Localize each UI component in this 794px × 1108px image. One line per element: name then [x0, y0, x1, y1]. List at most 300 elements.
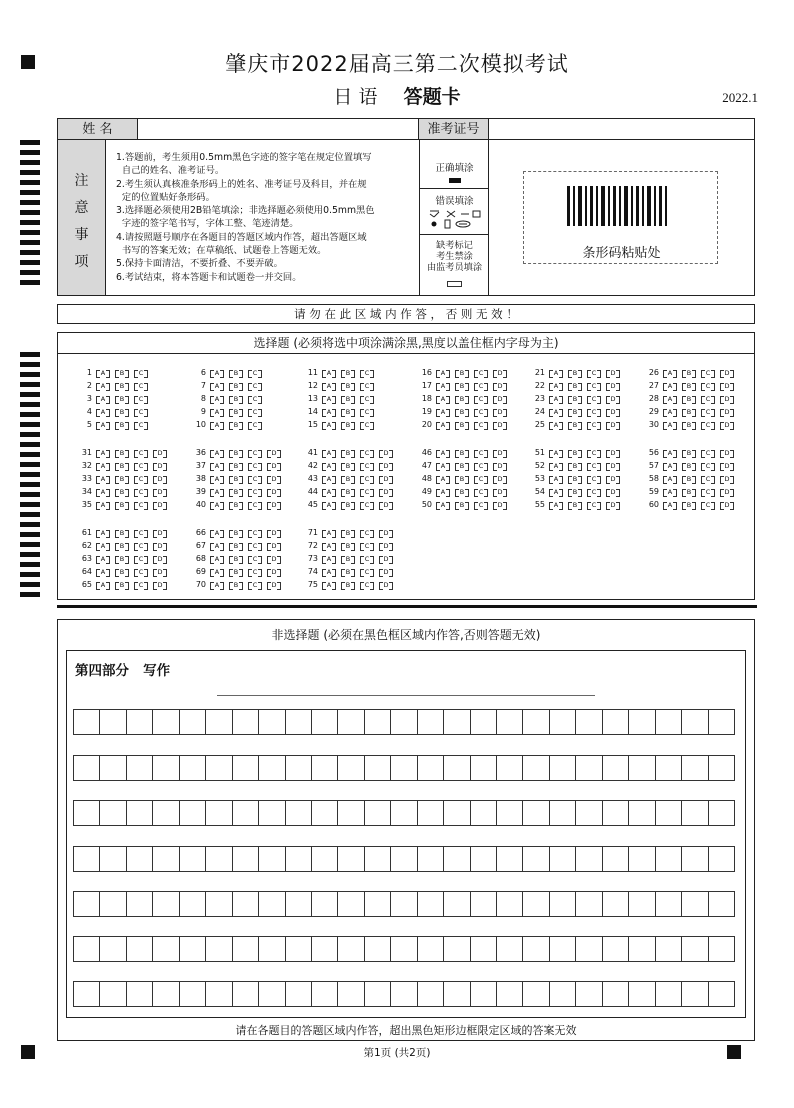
option-bubble-d[interactable]: D	[153, 569, 167, 576]
option-bubble-a[interactable]: A	[436, 489, 450, 496]
option-bubble-b[interactable]: B	[682, 370, 696, 377]
option-bubble-b[interactable]: B	[115, 502, 129, 509]
option-bubble-c[interactable]: C	[587, 489, 601, 496]
writing-cell[interactable]	[471, 847, 497, 871]
option-bubble-a[interactable]: A	[210, 396, 224, 403]
option-bubble-c[interactable]: C	[360, 463, 374, 470]
writing-cell[interactable]	[365, 756, 391, 780]
writing-cell[interactable]	[180, 892, 206, 916]
option-bubble-d[interactable]: D	[267, 530, 281, 537]
option-bubble-c[interactable]: C	[134, 463, 148, 470]
option-bubble-a[interactable]: A	[322, 370, 336, 377]
option-bubble-c[interactable]: C	[474, 463, 488, 470]
writing-cell[interactable]	[682, 937, 708, 961]
option-bubble-a[interactable]: A	[663, 370, 677, 377]
option-bubble-d[interactable]: D	[153, 463, 167, 470]
writing-cell[interactable]	[233, 892, 259, 916]
option-bubble-b[interactable]: B	[568, 383, 582, 390]
writing-cell[interactable]	[74, 937, 100, 961]
writing-cell[interactable]	[497, 710, 523, 734]
writing-cell[interactable]	[365, 982, 391, 1006]
option-bubble-b[interactable]: B	[568, 422, 582, 429]
option-bubble-a[interactable]: A	[210, 422, 224, 429]
option-bubble-c[interactable]: C	[474, 422, 488, 429]
writing-cell[interactable]	[709, 847, 734, 871]
option-bubble-c[interactable]: C	[360, 530, 374, 537]
option-bubble-b[interactable]: B	[568, 450, 582, 457]
option-bubble-d[interactable]: D	[153, 489, 167, 496]
option-bubble-c[interactable]: C	[474, 489, 488, 496]
writing-cell[interactable]	[312, 801, 338, 825]
writing-cell[interactable]	[576, 801, 602, 825]
option-bubble-a[interactable]: A	[322, 502, 336, 509]
option-bubble-d[interactable]: D	[379, 463, 393, 470]
writing-cell[interactable]	[338, 710, 364, 734]
option-bubble-b[interactable]: B	[341, 370, 355, 377]
option-bubble-d[interactable]: D	[267, 476, 281, 483]
option-bubble-c[interactable]: C	[248, 530, 262, 537]
option-bubble-b[interactable]: B	[341, 582, 355, 589]
option-bubble-c[interactable]: C	[587, 463, 601, 470]
option-bubble-b[interactable]: B	[229, 502, 243, 509]
option-bubble-c[interactable]: C	[701, 383, 715, 390]
option-bubble-b[interactable]: B	[341, 502, 355, 509]
option-bubble-b[interactable]: B	[455, 450, 469, 457]
option-bubble-b[interactable]: B	[229, 543, 243, 550]
option-bubble-d[interactable]: D	[267, 450, 281, 457]
option-bubble-c[interactable]: C	[248, 569, 262, 576]
writing-cell[interactable]	[100, 756, 126, 780]
option-bubble-d[interactable]: D	[493, 396, 507, 403]
option-bubble-d[interactable]: D	[153, 502, 167, 509]
option-bubble-d[interactable]: D	[153, 556, 167, 563]
option-bubble-d[interactable]: D	[379, 489, 393, 496]
option-bubble-d[interactable]: D	[379, 530, 393, 537]
option-bubble-d[interactable]: D	[606, 383, 620, 390]
option-bubble-a[interactable]: A	[549, 476, 563, 483]
option-bubble-b[interactable]: B	[229, 450, 243, 457]
option-bubble-d[interactable]: D	[267, 489, 281, 496]
writing-cell[interactable]	[206, 801, 232, 825]
option-bubble-a[interactable]: A	[436, 463, 450, 470]
option-bubble-a[interactable]: A	[210, 582, 224, 589]
option-bubble-a[interactable]: A	[96, 463, 110, 470]
writing-cell[interactable]	[206, 892, 232, 916]
option-bubble-c[interactable]: C	[248, 463, 262, 470]
option-bubble-b[interactable]: B	[341, 569, 355, 576]
writing-cell[interactable]	[259, 937, 285, 961]
writing-cell[interactable]	[338, 937, 364, 961]
writing-cell[interactable]	[523, 756, 549, 780]
option-bubble-d[interactable]: D	[720, 409, 734, 416]
writing-cell[interactable]	[312, 756, 338, 780]
option-bubble-a[interactable]: A	[549, 489, 563, 496]
option-bubble-d[interactable]: D	[379, 556, 393, 563]
writing-cell[interactable]	[576, 937, 602, 961]
option-bubble-b[interactable]: B	[115, 409, 129, 416]
option-bubble-a[interactable]: A	[663, 463, 677, 470]
writing-cell[interactable]	[180, 937, 206, 961]
option-bubble-b[interactable]: B	[568, 396, 582, 403]
option-bubble-c[interactable]: C	[248, 396, 262, 403]
option-bubble-d[interactable]: D	[379, 476, 393, 483]
option-bubble-c[interactable]: C	[701, 422, 715, 429]
writing-cell[interactable]	[444, 892, 470, 916]
option-bubble-a[interactable]: A	[322, 556, 336, 563]
option-bubble-b[interactable]: B	[115, 383, 129, 390]
writing-cell[interactable]	[180, 710, 206, 734]
option-bubble-c[interactable]: C	[360, 476, 374, 483]
option-bubble-b[interactable]: B	[115, 396, 129, 403]
writing-cell[interactable]	[286, 847, 312, 871]
option-bubble-a[interactable]: A	[549, 370, 563, 377]
option-bubble-d[interactable]: D	[493, 489, 507, 496]
option-bubble-c[interactable]: C	[134, 476, 148, 483]
option-bubble-a[interactable]: A	[549, 450, 563, 457]
writing-cell[interactable]	[709, 801, 734, 825]
writing-cell[interactable]	[233, 756, 259, 780]
writing-cell[interactable]	[418, 801, 444, 825]
option-bubble-c[interactable]: C	[701, 489, 715, 496]
option-bubble-c[interactable]: C	[587, 409, 601, 416]
writing-cell[interactable]	[100, 892, 126, 916]
option-bubble-d[interactable]: D	[720, 422, 734, 429]
option-bubble-b[interactable]: B	[455, 463, 469, 470]
option-bubble-b[interactable]: B	[229, 370, 243, 377]
option-bubble-c[interactable]: C	[248, 409, 262, 416]
option-bubble-a[interactable]: A	[96, 370, 110, 377]
option-bubble-b[interactable]: B	[455, 409, 469, 416]
option-bubble-d[interactable]: D	[720, 463, 734, 470]
writing-cell[interactable]	[418, 710, 444, 734]
writing-cell[interactable]	[497, 756, 523, 780]
writing-cell[interactable]	[523, 982, 549, 1006]
writing-cell[interactable]	[365, 710, 391, 734]
writing-cell[interactable]	[365, 892, 391, 916]
writing-cell[interactable]	[656, 937, 682, 961]
writing-cell[interactable]	[180, 756, 206, 780]
option-bubble-c[interactable]: C	[701, 476, 715, 483]
option-bubble-a[interactable]: A	[436, 450, 450, 457]
writing-cell[interactable]	[259, 756, 285, 780]
option-bubble-b[interactable]: B	[341, 543, 355, 550]
writing-cell[interactable]	[444, 756, 470, 780]
option-bubble-a[interactable]: A	[210, 383, 224, 390]
writing-cell[interactable]	[259, 982, 285, 1006]
option-bubble-b[interactable]: B	[341, 530, 355, 537]
option-bubble-a[interactable]: A	[96, 569, 110, 576]
writing-cell[interactable]	[682, 982, 708, 1006]
writing-cell[interactable]	[391, 937, 417, 961]
option-bubble-a[interactable]: A	[96, 530, 110, 537]
option-bubble-b[interactable]: B	[682, 422, 696, 429]
option-bubble-c[interactable]: C	[248, 543, 262, 550]
option-bubble-a[interactable]: A	[322, 409, 336, 416]
option-bubble-a[interactable]: A	[549, 463, 563, 470]
writing-grid-row[interactable]	[73, 981, 735, 1007]
option-bubble-c[interactable]: C	[474, 370, 488, 377]
option-bubble-a[interactable]: A	[96, 582, 110, 589]
writing-cell[interactable]	[629, 892, 655, 916]
option-bubble-d[interactable]: D	[606, 463, 620, 470]
option-bubble-a[interactable]: A	[549, 502, 563, 509]
writing-cell[interactable]	[391, 801, 417, 825]
option-bubble-d[interactable]: D	[153, 582, 167, 589]
writing-cell[interactable]	[206, 756, 232, 780]
option-bubble-d[interactable]: D	[606, 489, 620, 496]
option-bubble-a[interactable]: A	[436, 370, 450, 377]
option-bubble-b[interactable]: B	[229, 409, 243, 416]
option-bubble-c[interactable]: C	[587, 476, 601, 483]
option-bubble-c[interactable]: C	[360, 489, 374, 496]
option-bubble-a[interactable]: A	[322, 383, 336, 390]
writing-cell[interactable]	[576, 756, 602, 780]
option-bubble-b[interactable]: B	[229, 463, 243, 470]
writing-cell[interactable]	[629, 801, 655, 825]
option-bubble-c[interactable]: C	[474, 450, 488, 457]
option-bubble-b[interactable]: B	[115, 556, 129, 563]
option-bubble-c[interactable]: C	[587, 502, 601, 509]
option-bubble-b[interactable]: B	[568, 476, 582, 483]
writing-cell[interactable]	[603, 710, 629, 734]
option-bubble-a[interactable]: A	[96, 396, 110, 403]
writing-cell[interactable]	[206, 847, 232, 871]
writing-cell[interactable]	[127, 892, 153, 916]
option-bubble-a[interactable]: A	[663, 396, 677, 403]
option-bubble-a[interactable]: A	[663, 422, 677, 429]
option-bubble-a[interactable]: A	[663, 502, 677, 509]
option-bubble-c[interactable]: C	[360, 569, 374, 576]
writing-cell[interactable]	[497, 982, 523, 1006]
option-bubble-b[interactable]: B	[229, 476, 243, 483]
option-bubble-b[interactable]: B	[229, 422, 243, 429]
option-bubble-c[interactable]: C	[587, 370, 601, 377]
writing-cell[interactable]	[233, 801, 259, 825]
option-bubble-a[interactable]: A	[322, 476, 336, 483]
option-bubble-a[interactable]: A	[322, 543, 336, 550]
option-bubble-c[interactable]: C	[474, 409, 488, 416]
writing-cell[interactable]	[497, 801, 523, 825]
writing-cell[interactable]	[550, 756, 576, 780]
option-bubble-b[interactable]: B	[682, 383, 696, 390]
option-bubble-a[interactable]: A	[96, 422, 110, 429]
option-bubble-c[interactable]: C	[587, 396, 601, 403]
writing-cell[interactable]	[100, 801, 126, 825]
option-bubble-b[interactable]: B	[229, 396, 243, 403]
writing-cell[interactable]	[127, 710, 153, 734]
writing-cell[interactable]	[682, 801, 708, 825]
option-bubble-a[interactable]: A	[210, 556, 224, 563]
option-bubble-b[interactable]: B	[455, 396, 469, 403]
writing-cell[interactable]	[127, 982, 153, 1006]
option-bubble-c[interactable]: C	[360, 556, 374, 563]
writing-cell[interactable]	[629, 710, 655, 734]
writing-cell[interactable]	[391, 892, 417, 916]
option-bubble-c[interactable]: C	[134, 543, 148, 550]
option-bubble-d[interactable]: D	[606, 370, 620, 377]
option-bubble-c[interactable]: C	[587, 450, 601, 457]
writing-cell[interactable]	[523, 847, 549, 871]
writing-cell[interactable]	[629, 756, 655, 780]
option-bubble-d[interactable]: D	[720, 383, 734, 390]
writing-cell[interactable]	[312, 982, 338, 1006]
writing-cell[interactable]	[709, 892, 734, 916]
option-bubble-a[interactable]: A	[322, 530, 336, 537]
option-bubble-d[interactable]: D	[720, 370, 734, 377]
writing-cell[interactable]	[656, 892, 682, 916]
option-bubble-b[interactable]: B	[682, 463, 696, 470]
option-bubble-c[interactable]: C	[474, 383, 488, 390]
writing-cell[interactable]	[286, 801, 312, 825]
writing-cell[interactable]	[418, 756, 444, 780]
option-bubble-b[interactable]: B	[115, 422, 129, 429]
writing-cell[interactable]	[709, 756, 734, 780]
writing-cell[interactable]	[259, 847, 285, 871]
option-bubble-b[interactable]: B	[455, 489, 469, 496]
writing-grid-row[interactable]	[73, 800, 735, 826]
option-bubble-b[interactable]: B	[115, 370, 129, 377]
option-bubble-a[interactable]: A	[436, 383, 450, 390]
option-bubble-a[interactable]: A	[210, 530, 224, 537]
option-bubble-d[interactable]: D	[153, 543, 167, 550]
writing-cell[interactable]	[629, 982, 655, 1006]
option-bubble-b[interactable]: B	[115, 543, 129, 550]
writing-cell[interactable]	[312, 892, 338, 916]
option-bubble-c[interactable]: C	[701, 409, 715, 416]
option-bubble-a[interactable]: A	[96, 476, 110, 483]
writing-cell[interactable]	[497, 847, 523, 871]
writing-cell[interactable]	[286, 756, 312, 780]
option-bubble-c[interactable]: C	[360, 543, 374, 550]
writing-cell[interactable]	[338, 982, 364, 1006]
writing-cell[interactable]	[709, 982, 734, 1006]
writing-cell[interactable]	[153, 982, 179, 1006]
writing-cell[interactable]	[180, 801, 206, 825]
option-bubble-b[interactable]: B	[568, 409, 582, 416]
option-bubble-c[interactable]: C	[587, 383, 601, 390]
option-bubble-a[interactable]: A	[96, 543, 110, 550]
writing-cell[interactable]	[391, 847, 417, 871]
writing-cell[interactable]	[338, 892, 364, 916]
writing-cell[interactable]	[127, 756, 153, 780]
writing-cell[interactable]	[100, 710, 126, 734]
exam-no-field[interactable]	[489, 119, 755, 140]
writing-cell[interactable]	[391, 982, 417, 1006]
option-bubble-a[interactable]: A	[210, 370, 224, 377]
option-bubble-b[interactable]: B	[682, 476, 696, 483]
writing-cell[interactable]	[259, 801, 285, 825]
option-bubble-a[interactable]: A	[663, 489, 677, 496]
option-bubble-c[interactable]: C	[248, 383, 262, 390]
writing-cell[interactable]	[656, 982, 682, 1006]
writing-cell[interactable]	[127, 937, 153, 961]
option-bubble-d[interactable]: D	[267, 556, 281, 563]
option-bubble-a[interactable]: A	[322, 463, 336, 470]
option-bubble-d[interactable]: D	[153, 530, 167, 537]
writing-cell[interactable]	[153, 801, 179, 825]
option-bubble-a[interactable]: A	[210, 489, 224, 496]
option-bubble-c[interactable]: C	[248, 450, 262, 457]
option-bubble-c[interactable]: C	[701, 463, 715, 470]
option-bubble-a[interactable]: A	[663, 409, 677, 416]
option-bubble-b[interactable]: B	[682, 489, 696, 496]
option-bubble-d[interactable]: D	[493, 422, 507, 429]
option-bubble-c[interactable]: C	[360, 396, 374, 403]
writing-cell[interactable]	[444, 982, 470, 1006]
option-bubble-d[interactable]: D	[606, 476, 620, 483]
writing-cell[interactable]	[418, 982, 444, 1006]
option-bubble-a[interactable]: A	[436, 422, 450, 429]
option-bubble-d[interactable]: D	[493, 463, 507, 470]
writing-cell[interactable]	[497, 892, 523, 916]
option-bubble-b[interactable]: B	[341, 409, 355, 416]
option-bubble-d[interactable]: D	[606, 502, 620, 509]
name-field[interactable]	[138, 119, 419, 140]
writing-cell[interactable]	[471, 756, 497, 780]
writing-cell[interactable]	[656, 710, 682, 734]
writing-cell[interactable]	[312, 710, 338, 734]
writing-cell[interactable]	[338, 801, 364, 825]
option-bubble-a[interactable]: A	[322, 489, 336, 496]
option-bubble-c[interactable]: C	[701, 370, 715, 377]
option-bubble-c[interactable]: C	[360, 582, 374, 589]
writing-cell[interactable]	[656, 847, 682, 871]
writing-cell[interactable]	[259, 892, 285, 916]
option-bubble-a[interactable]: A	[210, 450, 224, 457]
option-bubble-a[interactable]: A	[322, 422, 336, 429]
writing-cell[interactable]	[550, 847, 576, 871]
option-bubble-a[interactable]: A	[322, 396, 336, 403]
writing-cell[interactable]	[550, 892, 576, 916]
option-bubble-d[interactable]: D	[720, 502, 734, 509]
writing-cell[interactable]	[206, 937, 232, 961]
option-bubble-b[interactable]: B	[568, 463, 582, 470]
writing-cell[interactable]	[180, 982, 206, 1006]
option-bubble-c[interactable]: C	[134, 502, 148, 509]
writing-cell[interactable]	[74, 982, 100, 1006]
option-bubble-b[interactable]: B	[682, 502, 696, 509]
option-bubble-d[interactable]: D	[267, 502, 281, 509]
option-bubble-c[interactable]: C	[134, 383, 148, 390]
writing-cell[interactable]	[629, 937, 655, 961]
option-bubble-b[interactable]: B	[341, 489, 355, 496]
option-bubble-c[interactable]: C	[134, 582, 148, 589]
option-bubble-c[interactable]: C	[248, 476, 262, 483]
writing-cell[interactable]	[656, 756, 682, 780]
writing-cell[interactable]	[576, 847, 602, 871]
option-bubble-d[interactable]: D	[606, 396, 620, 403]
option-bubble-a[interactable]: A	[436, 396, 450, 403]
writing-cell[interactable]	[656, 801, 682, 825]
option-bubble-b[interactable]: B	[115, 476, 129, 483]
option-bubble-a[interactable]: A	[436, 502, 450, 509]
writing-cell[interactable]	[286, 892, 312, 916]
writing-cell[interactable]	[391, 756, 417, 780]
option-bubble-d[interactable]: D	[267, 543, 281, 550]
option-bubble-b[interactable]: B	[115, 489, 129, 496]
option-bubble-a[interactable]: A	[210, 543, 224, 550]
writing-cell[interactable]	[391, 710, 417, 734]
writing-cell[interactable]	[550, 710, 576, 734]
writing-cell[interactable]	[603, 937, 629, 961]
option-bubble-b[interactable]: B	[341, 450, 355, 457]
option-bubble-c[interactable]: C	[474, 396, 488, 403]
writing-cell[interactable]	[576, 892, 602, 916]
writing-grid-row[interactable]	[73, 709, 735, 735]
writing-cell[interactable]	[153, 710, 179, 734]
option-bubble-c[interactable]: C	[360, 450, 374, 457]
option-bubble-a[interactable]: A	[549, 383, 563, 390]
